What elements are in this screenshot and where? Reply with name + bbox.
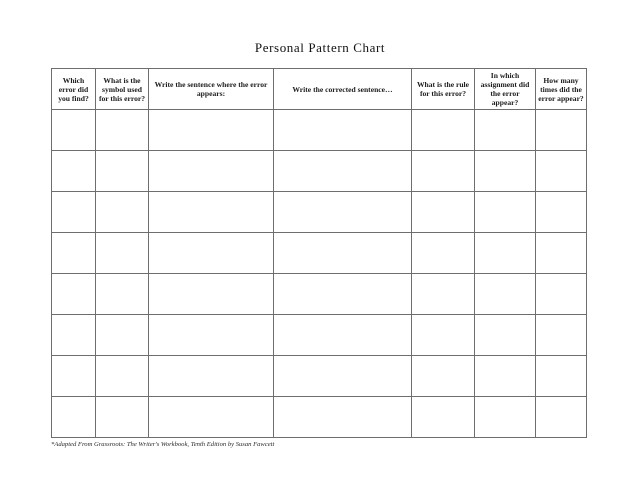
table-cell[interactable]	[96, 151, 149, 192]
table-cell[interactable]	[149, 397, 274, 438]
table-cell[interactable]	[52, 315, 96, 356]
table-cell[interactable]	[149, 274, 274, 315]
table-cell[interactable]	[536, 110, 587, 151]
pattern-chart-table	[51, 68, 587, 438]
table-cell[interactable]	[52, 151, 96, 192]
table-cell[interactable]	[536, 192, 587, 233]
table-cell[interactable]	[412, 356, 475, 397]
table-cell[interactable]	[274, 233, 412, 274]
table-cell[interactable]	[149, 356, 274, 397]
table-cell[interactable]	[96, 397, 149, 438]
table-cell[interactable]	[274, 356, 412, 397]
column-header-symbol: What is the symbol used for this error?	[96, 69, 149, 110]
column-header-error-found: Which error did you find?	[52, 69, 96, 110]
table-cell[interactable]	[96, 110, 149, 151]
header-row	[52, 69, 587, 110]
table-cell[interactable]	[475, 151, 536, 192]
table-cell[interactable]	[475, 192, 536, 233]
table-cell[interactable]	[536, 315, 587, 356]
table-cell[interactable]	[149, 151, 274, 192]
table-cell[interactable]	[96, 274, 149, 315]
column-header-assignment: In which assignment did the error appear?	[475, 69, 536, 110]
table-cell[interactable]	[536, 397, 587, 438]
table-cell[interactable]	[412, 110, 475, 151]
table-cell[interactable]	[475, 397, 536, 438]
column-header-original-sentence: Write the sentence where the error appears:	[149, 69, 274, 110]
table-cell[interactable]	[149, 192, 274, 233]
table-cell[interactable]	[274, 110, 412, 151]
table-cell[interactable]	[412, 192, 475, 233]
page-title: Personal Pattern Chart	[254, 40, 386, 55]
table-row	[52, 233, 587, 274]
table-row	[52, 356, 587, 397]
table-cell[interactable]	[96, 233, 149, 274]
source-footnote: *Adapted From Grassroots: The Writer's Workbook, Tenth Edition by Susan Fawcett	[51, 441, 275, 448]
table-cell[interactable]	[536, 233, 587, 274]
table-cell[interactable]	[52, 110, 96, 151]
table-cell[interactable]	[475, 110, 536, 151]
table-cell[interactable]	[274, 192, 412, 233]
table-cell[interactable]	[412, 315, 475, 356]
table-cell[interactable]	[536, 151, 587, 192]
table-cell[interactable]	[52, 233, 96, 274]
table-row	[52, 192, 587, 233]
column-header-corrected-sentence: Write the corrected sentence…	[274, 69, 412, 110]
table-cell[interactable]	[475, 233, 536, 274]
table-row	[52, 110, 587, 151]
table-cell[interactable]	[96, 315, 149, 356]
table-cell[interactable]	[412, 274, 475, 315]
table-cell[interactable]	[149, 233, 274, 274]
table-cell[interactable]	[536, 274, 587, 315]
table-row	[52, 151, 587, 192]
table-row	[52, 397, 587, 438]
table-cell[interactable]	[52, 274, 96, 315]
table-body	[52, 110, 587, 438]
table-cell[interactable]	[412, 233, 475, 274]
table-cell[interactable]	[412, 397, 475, 438]
table-cell[interactable]	[52, 192, 96, 233]
column-header-rule: What is the rule for this error?	[412, 69, 475, 110]
table-cell[interactable]	[52, 356, 96, 397]
table-cell[interactable]	[274, 274, 412, 315]
table-row	[52, 274, 587, 315]
column-header-count: How many times did the error appear?	[536, 69, 587, 110]
table-cell[interactable]	[149, 110, 274, 151]
table-cell[interactable]	[412, 151, 475, 192]
table-cell[interactable]	[149, 315, 274, 356]
table-cell[interactable]	[274, 151, 412, 192]
table-cell[interactable]	[274, 397, 412, 438]
table-cell[interactable]	[96, 356, 149, 397]
table-row	[52, 315, 587, 356]
table-cell[interactable]	[52, 397, 96, 438]
table-cell[interactable]	[274, 315, 412, 356]
table-cell[interactable]	[475, 356, 536, 397]
table-cell[interactable]	[96, 192, 149, 233]
table-cell[interactable]	[536, 356, 587, 397]
table-cell[interactable]	[475, 315, 536, 356]
table-cell[interactable]	[475, 274, 536, 315]
